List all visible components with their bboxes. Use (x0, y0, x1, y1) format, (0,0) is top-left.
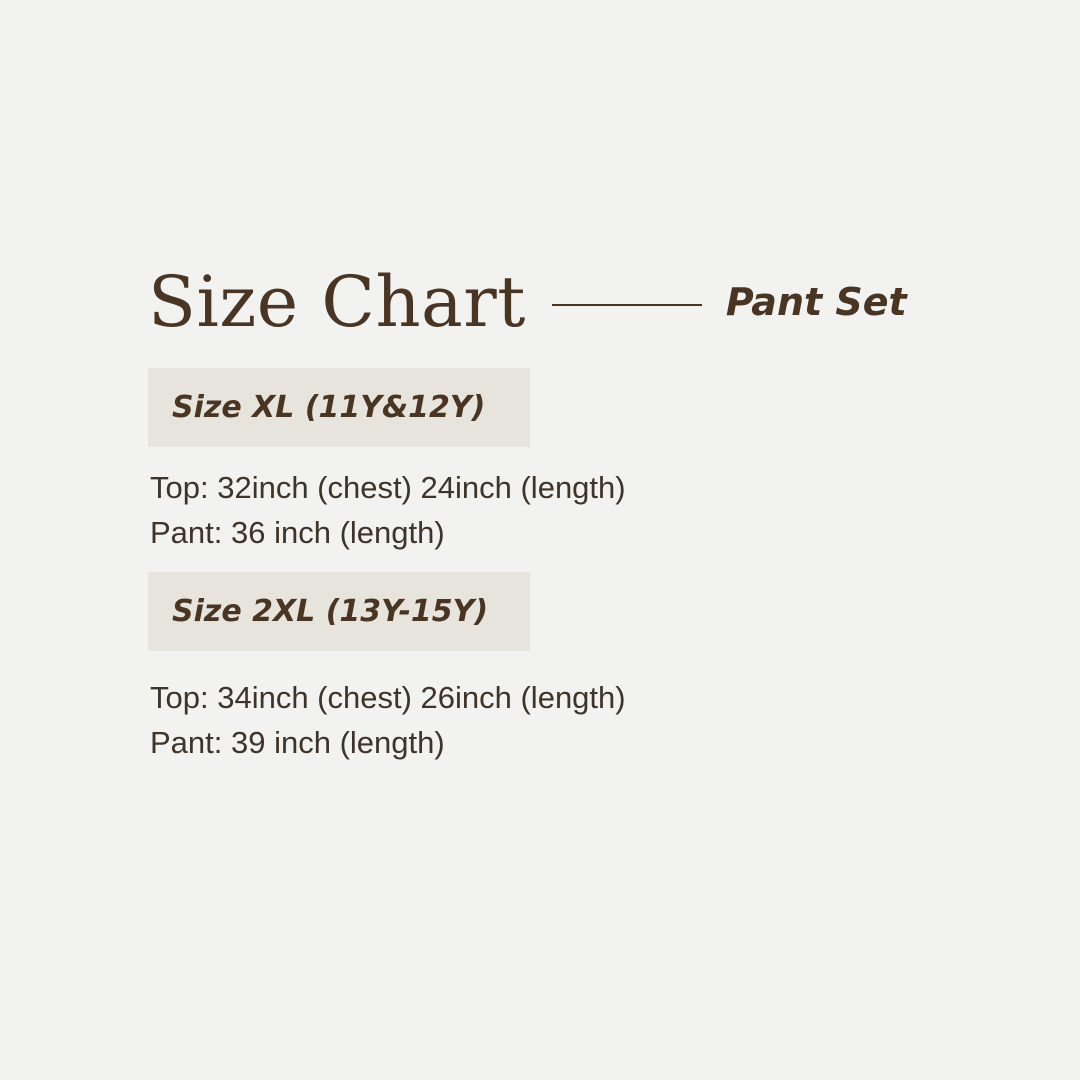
size-band-xl (148, 368, 530, 447)
size-block-2xl (148, 572, 626, 765)
detail-line-pant: Pant: 36 inch (length) (150, 515, 445, 550)
size-band-2xl (148, 572, 530, 651)
divider-line (552, 304, 702, 306)
detail-line-top: Top: 32inch (chest) 24inch (length) (150, 470, 626, 505)
product-category-label: Pant Set (725, 280, 907, 324)
size-label-2xl: Size 2XL (13Y-15Y) (172, 594, 489, 629)
page-title: Size Chart (148, 261, 526, 343)
size-label-xl: Size XL (11Y&12Y) (172, 390, 486, 425)
size-details-xl (148, 465, 626, 555)
page-header (148, 252, 948, 352)
size-block-xl (148, 368, 626, 555)
size-details-2xl (148, 675, 626, 765)
detail-line-pant: Pant: 39 inch (length) (150, 725, 445, 760)
detail-line-top: Top: 34inch (chest) 26inch (length) (150, 680, 626, 715)
